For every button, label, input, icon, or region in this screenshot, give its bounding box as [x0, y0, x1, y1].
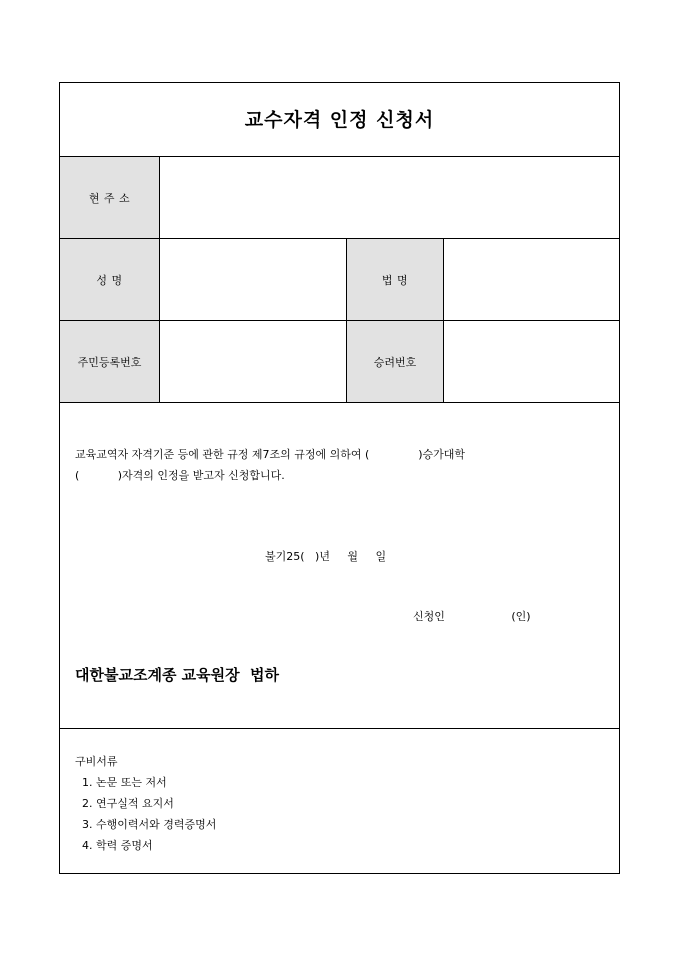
- monk-no-label: 승려번호: [347, 321, 444, 402]
- address-row: [60, 157, 619, 239]
- documents-heading: 구비서류: [75, 755, 118, 768]
- documents-section: [60, 729, 619, 873]
- dharma-name-label: 법 명: [347, 239, 444, 320]
- document-item: 4. 학력 증명서: [82, 839, 153, 852]
- resident-no-label: 주민등록번호: [60, 321, 160, 402]
- resident-no-field[interactable]: [160, 321, 347, 402]
- applicant-line: 신청인 (인): [413, 610, 531, 623]
- address-label: 현 주 소: [60, 157, 160, 238]
- name-label: 성 명: [60, 239, 160, 320]
- monk-no-field[interactable]: [444, 321, 619, 402]
- statement-line-2: ( )자격의 인정을 받고자 신청합니다.: [75, 469, 285, 482]
- application-form: [59, 82, 620, 874]
- name-field[interactable]: [160, 239, 347, 320]
- document-item: 1. 논문 또는 저서: [82, 776, 167, 789]
- document-item: 3. 수행이력서와 경력증명서: [82, 818, 217, 831]
- statement-section: [60, 403, 619, 729]
- dharma-name-field[interactable]: [444, 239, 619, 320]
- name-row: [60, 239, 619, 321]
- addressee: 대한불교조계종 교육원장 법하: [75, 666, 280, 684]
- date-line: 불기25( )년 월 일: [265, 550, 387, 563]
- address-field[interactable]: [160, 157, 619, 238]
- statement-line-1: 교육교역자 자격기준 등에 관한 규정 제7조의 규정에 의하여 ( )승가대학: [75, 448, 466, 461]
- id-row: [60, 321, 619, 403]
- title-row: [60, 83, 619, 157]
- form-title: 교수자격 인정 신청서: [244, 109, 435, 131]
- document-item: 2. 연구실적 요지서: [82, 797, 174, 810]
